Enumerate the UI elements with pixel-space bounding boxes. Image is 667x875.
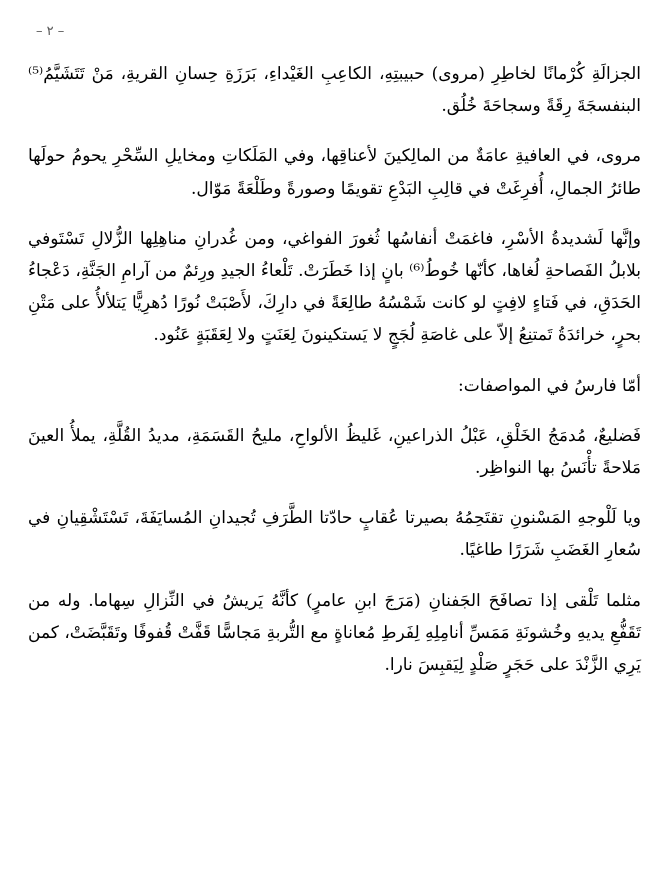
paragraph-4: أمّا فارسُ في المواصفات: — [458, 375, 641, 396]
paragraph-6: ويا لَلْوجهِ المَسْنونِ تقتَحِمُهُ بصيرتا عُقابٍ حادّتا الطَّرَفِ تُجيدانِ المُسايَفَةَ، تَسْتَشْقِيانِ في سُعارِ الغَضَبِ شَرَرًا طاغيًا. — [28, 508, 641, 561]
paragraph-3: وإنَّها لَشديدةُ الأسْرِ، فاغمَتْ أنفاسُها ثُغورَ الفواغي، ومن غُدرانِ مناهِلِها الزُّلالِ تَسْتَوفي بلابلُ الفَصاحةِ لُغاها، كأنّها خُوطُ⁽⁶⁾ بانٍ إذا خَطَرَتْ. تَلْعاءُ الجيدِ ورِئمٌ من آرامِ الجَنَّةِ، دَعْجاءُ الحَدَقِ، في فَتاءٍ لافِتٍ لو كانت شَمْسُهُ طالِعَةً في دارِكَ، لأَصْبَتْ نُورًا دُهرِيًّا يَتلألأُ على مَتْنِ بحرٍ، خرائدَةُ تَمتنِعُ إلاّ على غاصَةِ لُجَجٍ لا يَستكينونَ لِعَنَتٍ ولا لِعَقَبَةٍ عَنُود. — [28, 228, 641, 346]
paragraph-7: مثلما تَلْقى إذا تصافَحَ الجَفنانِ (مَرَجَ ابنِ عامرٍ) كأنَّهُ يَريشُ في النِّزالِ سِهاما. وله من تَقَفُّعِ يديهِ وخُشونَةِ مَمَسِّ أنامِلِهِ لِفَرطِ مُعاناةٍ مع التُّربةِ مَجاسًّا قَفَّتْ قُفوفًا وتَقَبَّضَتْ، كمن يَرِي الزَّنْدَ على حَجَرٍ صَلْدٍ لِيَقبِسَ نارا. — [28, 590, 641, 676]
page-number: – ٢ – — [36, 24, 65, 39]
paragraph-5: فَضليعٌ، مُدمَجُ الخَلْقِ، عَبْلُ الذراعينِ، غَليظُ الألواحِ، مليحُ القَسَمَةِ، مديدُ القُلَّةِ، يملأُ العينَ مَلاحةً تأْنَسُ بها النواظِر. — [28, 425, 641, 479]
document-body — [28, 58, 641, 681]
paragraph-2: مروى، في العافيةِ عامَةٌ من المالِكينَ لأعناقِها، وفي المَلَكاتِ ومخايلِ السِّحْرِ يحومُ حولَها طائرُ الجمالِ، أُفرِغَتْ في قالِبِ البَدْعِ تقويمًا وصورةً وطَلْعَةً مَوّال. — [28, 146, 641, 199]
paragraph-1: الجزالَةِ كُرْمانًا لخاطِرِ (مروى) حبيبتِهِ، الكاعِبِ الغَيْداءِ، بَرَزَةِ حِسانِ القريةِ، مَنْ تَتَشَيَّمُ⁽⁵⁾ البنفسجَةَ رِقَةً وسجاحَةَ خُلُق. — [28, 64, 641, 117]
